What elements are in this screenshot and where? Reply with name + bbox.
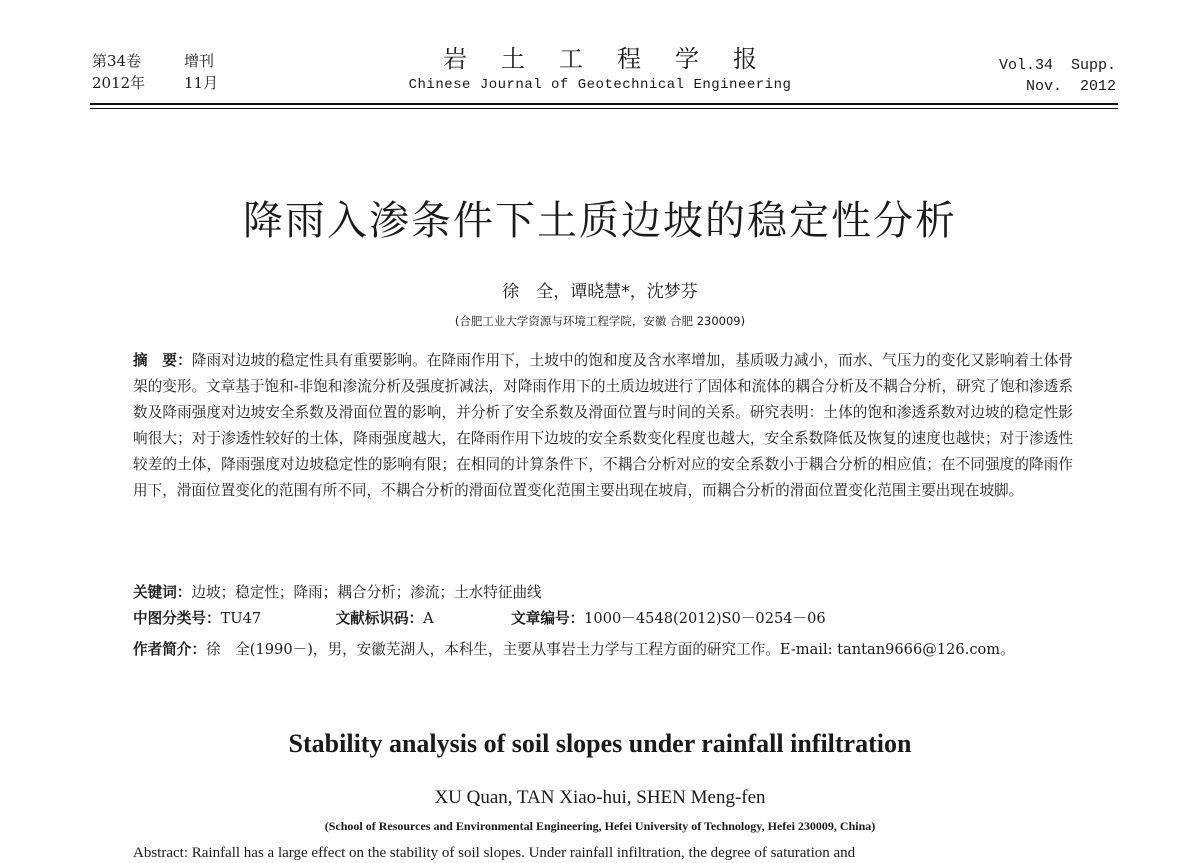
abstract-text: 降雨对边坡的稳定性具有重要影响。在降雨作用下，土坡中的饱和度及含水率增加，基质吸力减小，而水、气压力的变化又影响着土体骨架的变形。文章基于饱和-非饱和渗流分析及强度折减法，对降雨作用下的土质边坡进行了固体和流体的耦合分析及不耦合分析，研究了饱和渗透系数及降雨强度对边坡安全系数及滑面位置的影响，并分析了安全系数及滑面位置与时间的关系。研究表明：土体的饱和渗透系数对边坡的稳定性影响很大；对于渗透性较好的土体，降雨强度越大，在降雨作用下边坡的安全系数变化程度也越大，安全系数降低及恢复的速度也越快；对于渗透性较差的土体，降雨强度对边坡稳定性的影响有限；在相同的计算条件下，不耦合分析对应的安全系数小于耦合分析的相应值；在不同强度的降雨作用下，滑面位置变化的范围有所不同，不耦合分析的滑面位置变化范围主要出现在坡肩，而耦合分析的滑面位置变化范围主要出现在坡脚。 — [133, 352, 1073, 499]
volume-en: Vol.34 Supp. — [998, 57, 1116, 74]
author-bio-text: 徐 全(1990－)，男，安徽芜湖人，本科生，主要从事岩土力学与工程方面的研究工作。E-mail: tantan9666@126.com。 — [205, 641, 1015, 658]
issue-zh: 增刊 — [184, 52, 215, 70]
keywords-label: 关键词： — [133, 584, 192, 601]
keywords: 边坡；稳定性；降雨；耦合分析；渗流；土水特征曲线 — [191, 584, 542, 601]
doccode-label: 文献标识码： — [335, 610, 424, 627]
article-no-value: 1000－4548(2012)S0－0254－06 — [584, 610, 826, 627]
article-title-en: Stability analysis of soil slopes under rainfall infiltration — [288, 729, 912, 758]
abstract-en-start: Abstract: Rainfall has a large effect on the stability of soil slopes. Under rainfall infiltration, the degree of saturation and — [133, 845, 856, 861]
keywords-line — [133, 581, 1073, 605]
author-bio-label: 作者简介： — [133, 641, 206, 658]
clc-value: TU47 — [220, 610, 262, 627]
article-no-label: 文章编号： — [511, 610, 585, 627]
year-zh: 2012年 — [92, 74, 146, 92]
authors-zh: 徐 全，谭晓慧*，沈梦芬 — [502, 282, 698, 302]
affiliation-zh: (合肥工业大学资源与环境工程学院，安徽 合肥 230009) — [454, 314, 746, 328]
date-en: Nov. 2012 — [1025, 78, 1116, 95]
classification-line — [133, 607, 1073, 631]
month-zh: 11月 — [184, 74, 219, 92]
authors-en: XU Quan, TAN Xiao-hui, SHEN Meng-fen — [434, 787, 766, 808]
volume-zh: 第34卷 — [92, 52, 142, 70]
doccode-value: A — [423, 610, 434, 627]
article-title-zh: 降雨入渗条件下土质边坡的稳定性分析 — [243, 198, 957, 244]
header-volume-info — [999, 55, 1116, 97]
journal-name-zh: 岩土工程学报 — [443, 45, 791, 73]
author-bio — [133, 636, 1073, 664]
affiliation-en: (School of Resources and Environmental Engineering, Hefei University of Technology, Hefei 230009, China) — [324, 819, 876, 833]
clc-label: 中图分类号： — [133, 610, 221, 627]
header-rule-thin — [90, 108, 1118, 109]
journal-name-en: Chinese Journal of Geotechnical Engineering — [408, 77, 792, 93]
header-rule-thick — [90, 103, 1118, 105]
abstract-zh — [133, 348, 1073, 504]
abstract-label: 摘 要： — [133, 352, 192, 369]
